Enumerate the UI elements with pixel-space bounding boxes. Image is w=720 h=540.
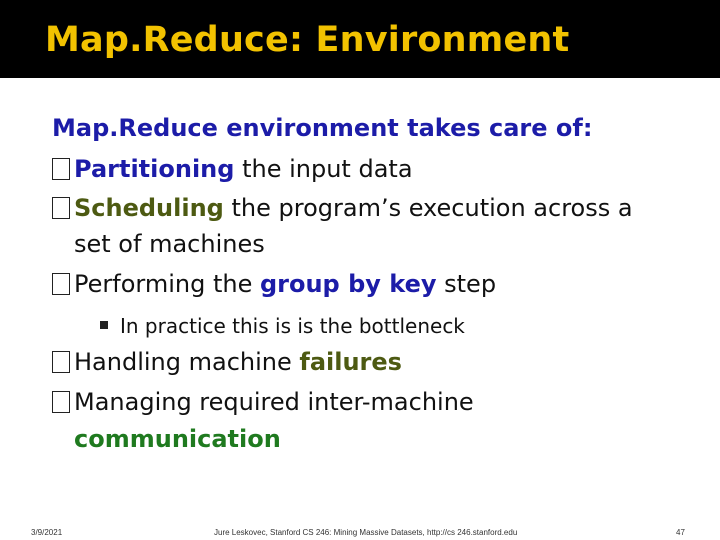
bullet-icon [52,351,70,373]
item-prefix: Performing the [74,270,260,298]
bullet-item-scheduling [52,194,633,222]
item-highlight: failures [299,348,402,376]
footer-date: 3/9/2021 [31,528,63,537]
item-continuation: set of machines [74,230,265,258]
bullet-icon [52,158,70,180]
bullet-icon [52,273,70,295]
bullet-item-scheduling-continuation [74,230,265,258]
bullet-item-communication-continuation [74,425,281,453]
item-text: step [436,270,497,298]
item-prefix: Handling machine [74,348,300,376]
bullet-item-partitioning [52,155,413,183]
square-bullet-icon [100,321,108,329]
page-number: 47 [676,528,685,537]
item-highlight: Scheduling [74,194,224,222]
bullet-item-failures [52,348,402,376]
sub-item-text: In practice this is is the bottleneck [120,314,465,338]
item-highlight: communication [74,425,281,453]
bullet-item-group-by-key [52,270,496,298]
bullet-icon [52,391,70,413]
bullet-icon [52,197,70,219]
item-highlight: group by key [259,270,437,298]
intro-line [52,114,592,142]
item-prefix: Managing required inter-machine [74,388,474,416]
slide-title: Map.Reduce: Environment [45,20,570,60]
title-bar [0,0,720,78]
item-text: the program’s execution across a [223,194,633,222]
sub-bullet-item [100,314,465,338]
footer-credit: Jure Leskovec, Stanford CS 246: Mining Massive Datasets, http://cs 246.stanford.edu [214,528,518,537]
bullet-item-communication [52,388,474,416]
intro-text: Map.Reduce environment takes care of: [52,114,593,142]
item-highlight: Partitioning [74,155,235,183]
item-text: the input data [234,155,413,183]
